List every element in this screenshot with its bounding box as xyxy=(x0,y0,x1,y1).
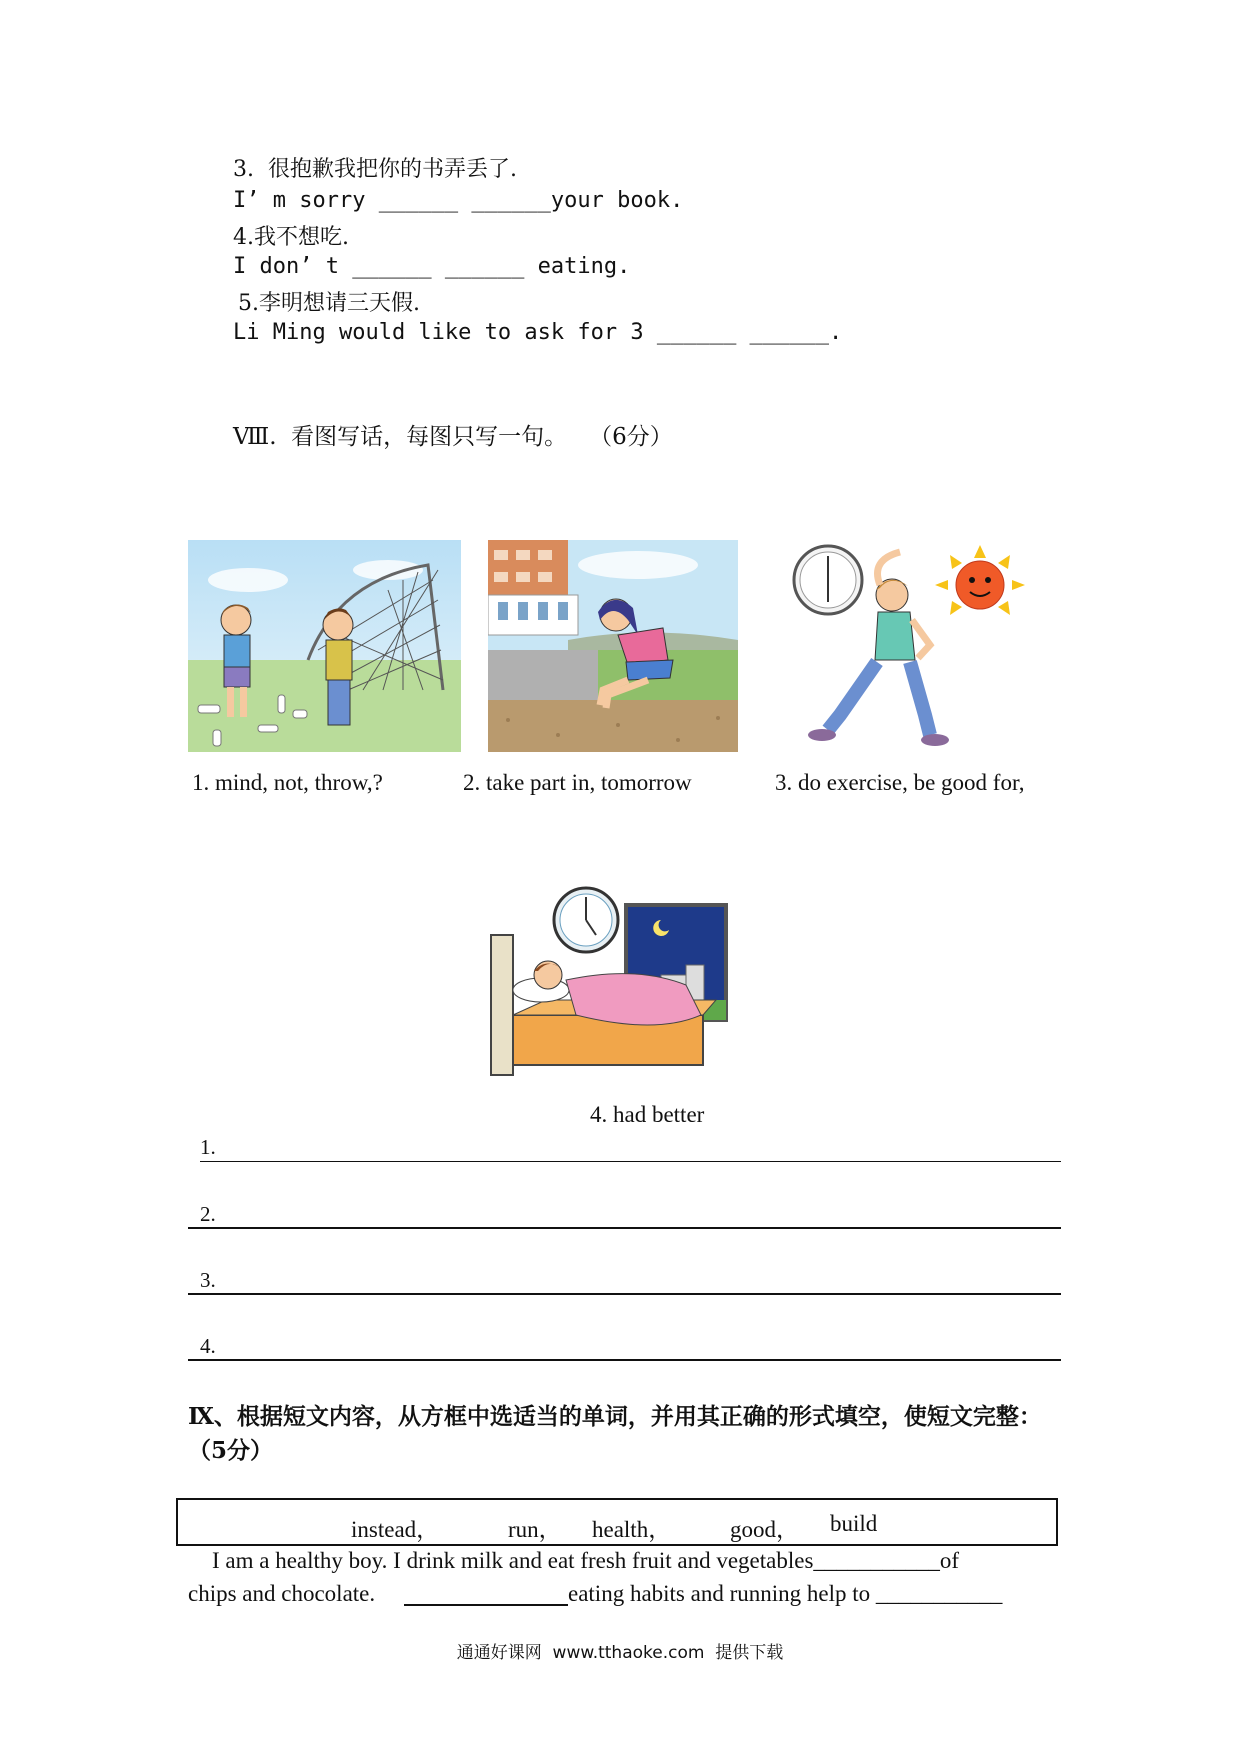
q4-english: I don’ t ______ ______ eating. xyxy=(233,254,631,279)
word-bank-item: health， xyxy=(592,1517,672,1542)
answer-rule xyxy=(188,1293,1061,1295)
girl-long-jump-icon xyxy=(488,540,738,752)
answer-line-number: 3. xyxy=(200,1268,216,1292)
answer-rule xyxy=(188,1359,1061,1361)
word-bank-item: run， xyxy=(508,1517,562,1542)
page-footer: 通通好课网 www.tthaoke.com 提供下载 xyxy=(456,1643,784,1663)
answer-line-number: 4. xyxy=(200,1334,216,1358)
answer-line-4[interactable] xyxy=(188,1328,1061,1361)
section-9-heading: Ⅸ、根据短文内容，从方框中选适当的单词，并用其正确的形式填空，使短文完整：（5分） xyxy=(188,1403,1042,1464)
word-bank-item: build xyxy=(830,1511,878,1536)
picture-3-caption: 3. do exercise, be good for, xyxy=(775,770,1025,795)
answer-line-number: 2. xyxy=(200,1202,216,1226)
q5-english: Li Ming would like to ask for 3 ______ ______. xyxy=(233,320,843,345)
passage-line-2-end: eating habits and running help to ___________ xyxy=(568,1581,1003,1606)
boy-sleeping-bed-night-icon xyxy=(486,875,736,1087)
answer-line-1[interactable] xyxy=(188,1132,1061,1162)
q3-english: I’ m sorry ______ ______your book. xyxy=(233,188,684,213)
answer-rule xyxy=(188,1227,1061,1229)
boy-exercising-morning-sun-icon xyxy=(780,540,1043,755)
picture-4-caption: 4. had better xyxy=(590,1102,705,1127)
answer-line-number: 1. xyxy=(200,1135,216,1159)
boys-littering-soccer-field-icon xyxy=(188,540,461,752)
passage-line-1: I am a healthy boy. I drink milk and eat fresh fruit and vegetables___________of xyxy=(212,1548,960,1573)
answer-line-3[interactable] xyxy=(188,1262,1061,1295)
answer-line-2[interactable] xyxy=(188,1196,1061,1229)
picture-2-caption: 2. take part in, tomorrow xyxy=(463,770,692,795)
word-bank-box xyxy=(176,1498,1058,1546)
answer-rule xyxy=(200,1161,1061,1162)
q5-chinese: 5.李明想请三天假. xyxy=(238,291,420,316)
passage-line-2-start: chips and chocolate. xyxy=(188,1581,376,1606)
q3-chinese: 3. 很抱歉我把你的书弄丢了. xyxy=(233,157,517,182)
section-8-heading: Ⅷ. 看图写话，每图只写一句。 （6分） xyxy=(233,424,673,450)
passage-blank[interactable] xyxy=(404,1604,568,1606)
q4-chinese: 4.我不想吃. xyxy=(233,225,349,250)
picture-1-caption: 1. mind, not, throw,? xyxy=(192,770,383,795)
word-bank-item: good， xyxy=(730,1517,799,1542)
word-bank-item: instead， xyxy=(351,1517,440,1542)
